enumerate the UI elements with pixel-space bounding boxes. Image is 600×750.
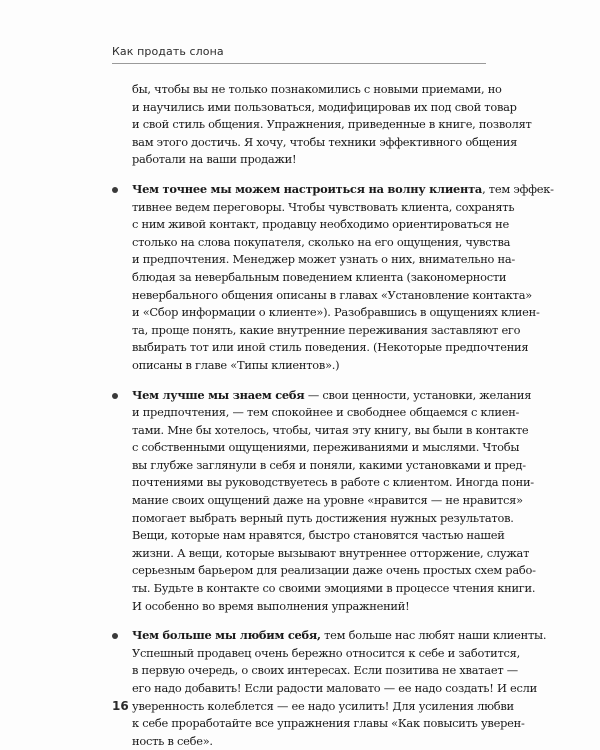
text-line: почтениями вы руководствуетесь в работе с клиентом. Иногда пони-: [132, 475, 534, 490]
text-line: мание своих ощущений даже на уровне «нравится — не нравится»: [132, 493, 523, 508]
bullet-item-love-self: [112, 627, 547, 750]
bullet-lead-rest: тем больше нас любят наши клиенты.: [320, 628, 547, 643]
text-line: невербального общения описаны в главах «Установление контакта»: [132, 287, 532, 302]
text-line: и научились ими пользоваться, модифицировав их под свой товар: [132, 99, 517, 114]
text-line: вам этого достичь. Я хочу, чтобы техники эффективного общения: [132, 134, 518, 149]
text-line: вы глубже заглянули в себя и поняли, какими установками и пред-: [132, 457, 526, 472]
page-number: 16: [112, 699, 129, 713]
text-line: с собственными ощущениями, переживаниями и мыслями. Чтобы: [132, 440, 520, 455]
bullet-item-tune-in: [112, 181, 554, 375]
text-line: и предпочтения, — тем спокойнее и свободнее общаемся с клиен-: [132, 405, 520, 420]
text-line: и «Сбор информации о клиенте»). Разобравшись в ощущениях клиен-: [132, 305, 540, 320]
bullet-dot-icon: [112, 633, 118, 639]
text-line: выбирать тот или иной стиль поведения. (Некоторые предпочтения: [132, 340, 529, 355]
text-line: помогает выбрать верный путь достижения нужных результатов.: [132, 510, 514, 525]
text-line: тивнее ведем переговоры. Чтобы чувствовать клиента, сохранять: [132, 199, 515, 214]
text-line: и предпочтения. Менеджер может узнать о них, внимательно на-: [132, 252, 516, 267]
text-line: серьезным барьером для реализации даже очень простых схем рабо-: [132, 563, 536, 578]
text-line: блюдая за невербальным поведением клиента (закономерности: [132, 269, 507, 284]
bullet-lead: Чем лучше мы знаем себя: [132, 387, 305, 402]
text-line: тами. Мне бы хотелось, чтобы, читая эту книгу, вы были в контакте: [132, 422, 529, 437]
text-line: ность в себе».: [132, 733, 213, 748]
bullet-item-know-self: [112, 387, 536, 616]
text-line: описаны в главе «Типы клиентов».): [132, 357, 340, 372]
text-line: [132, 387, 532, 405]
bullet-lead: Чем больше мы любим себя,: [132, 628, 321, 643]
text-line: Вещи, которые нам нравятся, быстро становятся частью нашей: [132, 528, 505, 543]
text-line: работали на ваши продажи!: [132, 152, 297, 167]
bullet-lead: Чем точнее мы можем настроиться на волну клиента: [132, 181, 483, 196]
intro-paragraph: [112, 81, 532, 169]
header-rule: [112, 63, 486, 64]
text-line: [132, 181, 554, 199]
text-line: в первую очередь, о своих интересах. Если позитива не хватает —: [132, 663, 518, 678]
text-line: [132, 627, 547, 645]
text-line: с ним живой контакт, продавцу необходимо ориентироваться не: [132, 217, 510, 232]
bullet-lead-rest: — свои ценности, установки, желания: [304, 387, 532, 402]
text-line: та, проще понять, какие внутренние переживания заставляют его: [132, 322, 521, 337]
text-line: его надо добавить! Если радости маловато — ее надо создать! И если: [132, 681, 537, 695]
bullet-lead-rest: , тем эффек-: [482, 181, 554, 196]
text-line: ты. Будьте в контакте со своими эмоциями в процессе чтения книги.: [132, 581, 536, 596]
text-line: и свой стиль общения. Упражнения, приведенные в книге, позволят: [132, 117, 532, 132]
bullet-dot-icon: [112, 187, 118, 193]
page-body: [112, 81, 554, 750]
text-line: уверенность колеблется — ее надо усилить! Для усиления любви: [132, 698, 514, 713]
text-line: И особенно во время выполнения упражнений!: [132, 598, 410, 613]
text-line: к себе проработайте все упражнения главы «Как повысить уверен-: [132, 716, 525, 731]
text-line: бы, чтобы вы не только познакомились с новыми приемами, но: [132, 82, 502, 96]
text-line: столько на слова покупателя, сколько на его ощущения, чувства: [132, 234, 511, 249]
running-head: Как продать слона: [112, 45, 224, 58]
text-line: жизни. А вещи, которые вызывают внутреннее отторжение, служат: [132, 545, 530, 560]
text-line: Успешный продавец очень бережно относится к себе и заботится,: [132, 645, 520, 660]
bullet-dot-icon: [112, 393, 118, 399]
